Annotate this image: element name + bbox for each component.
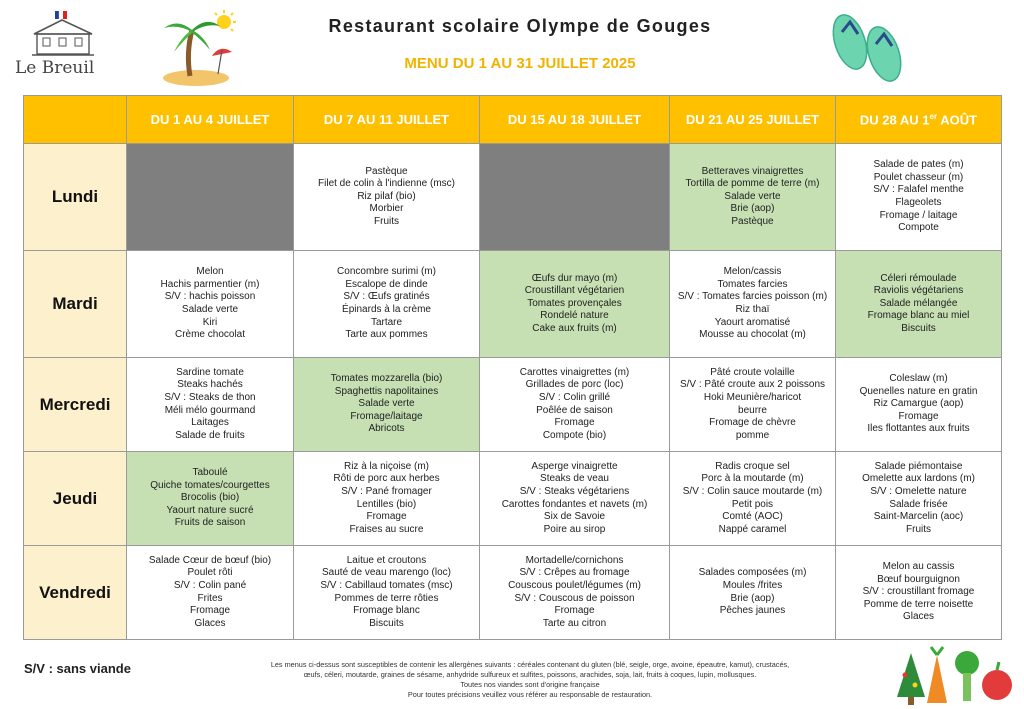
menu-item: Saint-Marcelin (aoc) [873, 511, 964, 523]
menu-item: Céleri rémoulade [880, 272, 957, 284]
menu-item: Brocolis (bio) [180, 492, 240, 504]
menu-item: Couscous poulet/légumes (m) [508, 579, 641, 591]
menu-item: Hoki Meunière/haricot [703, 391, 802, 403]
menu-cell [294, 546, 480, 640]
menu-item: Riz pilaf (bio) [357, 190, 416, 202]
menu-item: Riz à la niçoise (m) [343, 460, 430, 472]
menu-item: S/V : hachis poisson [164, 291, 256, 303]
menu-item: Melon [196, 266, 224, 278]
menu-item: Compote (bio) [542, 429, 607, 441]
day-row [24, 144, 1002, 251]
menu-item: Brie (aop) [730, 592, 775, 604]
menu-item: Bœuf bourguignon [877, 573, 960, 585]
menu-item: S/V : Steaks végétariens [519, 485, 630, 497]
menu-item: Fruits [906, 523, 931, 535]
menu-item: Mousse au chocolat (m) [699, 329, 806, 341]
week-header: DU 15 AU 18 JUILLET [480, 96, 670, 144]
menu-item: Salade de fruits [175, 429, 245, 441]
menu-item: Pomme de terre noisette [863, 598, 974, 610]
menu-cell [294, 144, 480, 251]
menu-item: Salade verte [724, 190, 781, 202]
menu-item: S/V : Crêpes au fromage [519, 567, 630, 579]
menu-item: Hachis parmentier (m) [160, 278, 260, 290]
menu-cell [294, 251, 480, 358]
menu-item: Méli mélo gourmand [164, 404, 256, 416]
menu-cell [294, 452, 480, 546]
menu-item: Mortadelle/cornichons [525, 554, 624, 566]
sv-legend: S/V : sans viande [24, 661, 131, 676]
menu-cell [670, 251, 836, 358]
menu-item: Escalope de dinde [345, 278, 428, 290]
menu-item: S/V : Colin pané [173, 579, 247, 591]
menu-item: Sardine tomate [176, 366, 244, 378]
menu-item: Rôti de porc aux herbes [333, 473, 440, 485]
menu-item: Fromage [189, 605, 230, 617]
menu-item: Nappé caramel [718, 523, 787, 535]
menu-cell [670, 144, 836, 251]
menu-item: Salade de pates (m) [873, 159, 964, 171]
vegetables-icon [893, 645, 1018, 707]
menu-item: Œufs dur mayo (m) [531, 272, 618, 284]
menu-cell [480, 546, 670, 640]
day-label: Mardi [24, 251, 127, 358]
menu-item: Steaks hachés [177, 379, 243, 391]
menu-item: Moules /frites [722, 579, 783, 591]
menu-item: Poêlée de saison [536, 404, 613, 416]
day-row [24, 358, 1002, 452]
note-line: Les menus ci-dessus sont susceptibles de contenir les allergènes suivants : céréales contenant du gluten (blé, seigle, orge, avoine, épeautre, kamut), crustacés, [270, 660, 790, 669]
week-header: DU 21 AU 25 JUILLET [670, 96, 836, 144]
week-header: DU 7 AU 11 JUILLET [294, 96, 480, 144]
note-line: Pour toutes précisions veuillez vous référer au responsable de restauration. [407, 690, 653, 699]
menu-item: Salades composées (m) [698, 567, 807, 579]
menu-item: Melon au cassis [882, 561, 955, 573]
menu-item: Fromage/laitage [350, 410, 423, 422]
menu-item: Pommes de terre rôties [334, 592, 439, 604]
menu-item: Fromage [898, 410, 939, 422]
note-line: œufs, céleri, moutarde, graines de sésame, anhydride sulfureux et sulfites, poissons, arachides, soja, lait, fruits à coques, lupin, mollusques. [303, 670, 757, 679]
menu-item: Rondelé nature [540, 310, 609, 322]
menu-item: Melon/cassis [723, 266, 782, 278]
menu-item: Tortilla de pomme de terre (m) [685, 178, 820, 190]
menu-item: S/V : Steaks de thon [164, 391, 256, 403]
menu-item: Spaghettis napolitaines [334, 385, 439, 397]
menu-item: Tarte aux pommes [345, 329, 428, 341]
menu-item: S/V : Pâté croute aux 2 poissons [679, 379, 826, 391]
menu-item: Carottes vinaigrettes (m) [519, 366, 630, 378]
day-label: Mercredi [24, 358, 127, 452]
menu-item: Tartare [370, 316, 403, 328]
menu-item: Tarte au citron [542, 617, 607, 629]
menu-item: S/V : Colin sauce moutarde (m) [682, 485, 823, 497]
menu-item: Yaourt nature sucré [166, 504, 254, 516]
menu-item: Riz Camargue (aop) [873, 398, 964, 410]
menu-item: Fromage / laitage [879, 209, 958, 221]
note-line: Toutes nos viandes sont d'origine française [460, 680, 600, 689]
menu-item: Croustillant végétarien [524, 285, 625, 297]
menu-cell [836, 452, 1002, 546]
menu-item: Comté (AOC) [722, 511, 783, 523]
menu-item: Salade frisée [889, 498, 948, 510]
menu-item: Fromage [554, 605, 595, 617]
menu-item: Riz thaï [735, 304, 770, 315]
menu-item: Brie (aop) [730, 203, 775, 215]
week-header-row [24, 96, 1002, 144]
menu-cell [836, 144, 1002, 251]
menu-item: Fromage blanc [353, 605, 420, 617]
menu-item: Fruits de saison [174, 517, 246, 529]
week-header: DU 28 AU 1er AOÛT [836, 96, 1002, 144]
menu-item: Laitages [191, 417, 229, 429]
flip-flops-icon [826, 8, 908, 88]
menu-item: Salade Cœur de bœuf (bio) [148, 554, 272, 566]
menu-item: Laitue et croutons [346, 554, 427, 566]
page-title: Restaurant scolaire Olympe de Gouges [328, 16, 712, 36]
menu-item: Poulet chasseur (m) [873, 171, 964, 183]
menu-cell [480, 452, 670, 546]
menu-cell [670, 546, 836, 640]
menu-table [23, 95, 1002, 640]
menu-item: Tomates provençales [527, 297, 622, 309]
menu-item: Taboulé [192, 467, 228, 479]
menu-item: Frites [197, 592, 223, 604]
menu-item: Tomates farcies [717, 278, 788, 290]
menu-cell [480, 251, 670, 358]
menu-item: Pêches jaunes [719, 605, 786, 617]
menu-item: Kiri [202, 316, 218, 328]
menu-item: S/V : Pané fromager [341, 485, 432, 497]
menu-item: Petit pois [731, 498, 774, 510]
menu-item: Pâté croute volaille [710, 366, 795, 378]
menu-item: Biscuits [901, 322, 936, 334]
menu-item: Radis croque sel [715, 460, 790, 472]
menu-cell [670, 452, 836, 546]
menu-item: Sauté de veau marengo (loc) [322, 567, 451, 579]
menu-item: Coleslaw (m) [889, 373, 948, 385]
menu-item: Iles flottantes aux fruits [867, 423, 970, 435]
menu-item: Fraises au sucre [349, 523, 424, 535]
menu-item: Six de Savoie [543, 511, 606, 523]
logo-text: Le Breuil [15, 58, 95, 78]
closed-cell [127, 144, 294, 251]
menu-item: S/V : Couscous de poisson [514, 592, 635, 604]
menu-item: S/V : Cabillaud tomates (msc) [320, 579, 453, 591]
menu-item: Quiche tomates/courgettes [150, 479, 270, 491]
day-row [24, 251, 1002, 358]
menu-item: Yaourt aromatisé [714, 316, 791, 328]
menu-item: Compote [898, 222, 939, 234]
day-label: Jeudi [24, 452, 127, 546]
menu-item: Steaks de veau [540, 473, 609, 485]
menu-item: S/V : Œufs gratinés [343, 291, 430, 303]
menu-cell [294, 358, 480, 452]
menu-item: Concombre surimi (m) [337, 266, 436, 278]
menu-item: S/V : Colin grillé [538, 391, 611, 403]
menu-item: Porc à la moutarde (m) [701, 473, 804, 485]
menu-cell [127, 251, 294, 358]
menu-item: Biscuits [369, 617, 404, 629]
menu-period: MENU DU 1 AU 31 JUILLET 2025 [404, 55, 636, 72]
menu-item: Cake aux fruits (m) [532, 322, 617, 334]
menu-item: Salade mélangée [879, 297, 958, 309]
menu-item: Morbier [369, 203, 404, 215]
day-row [24, 452, 1002, 546]
menu-item: Crème chocolat [174, 329, 246, 341]
menu-item: Glaces [902, 611, 935, 623]
menu-cell [836, 546, 1002, 640]
menu-item: Salade verte [181, 304, 239, 315]
menu-item: Épinards à la crème [342, 304, 431, 315]
menu-cell [480, 358, 670, 452]
menu-item: Tomates mozzarella (bio) [330, 373, 443, 385]
menu-item: beurre [738, 404, 767, 416]
menu-item: S/V : Omelette nature [870, 485, 967, 497]
menu-item: Salade piémontaise [874, 460, 963, 472]
menu-item: Pastèque [365, 165, 408, 177]
header-corner [24, 96, 127, 144]
menu-cell [127, 452, 294, 546]
menu-item: Flageolets [895, 197, 942, 208]
week-header: DU 1 AU 4 JUILLET [127, 96, 294, 144]
day-label: Vendredi [24, 546, 127, 640]
menu-item: Filet de colin à l'indienne (msc) [318, 178, 455, 190]
menu-item: Fromage [554, 417, 595, 429]
menu-item: Asperge vinaigrette [531, 460, 618, 472]
menu-item: Poire au sirop [543, 523, 606, 535]
menu-item: Fruits [374, 215, 399, 227]
menu-item: Poulet rôti [187, 567, 233, 579]
menu-item: Lentilles (bio) [356, 498, 417, 510]
menu-item: Fromage de chèvre [709, 417, 796, 429]
closed-cell [480, 144, 670, 251]
menu-item: Fromage blanc au miel [867, 310, 970, 322]
menu-item: Omelette aux lardons (m) [862, 473, 975, 485]
menu-cell [836, 358, 1002, 452]
menu-item: Betteraves vinaigrettes [701, 165, 804, 177]
menu-item: Carottes fondantes et navets (m) [501, 498, 648, 510]
menu-cell [836, 251, 1002, 358]
menu-item: Salade verte [358, 398, 415, 410]
menu-item: Pastèque [731, 215, 774, 227]
menu-item: S/V : Tomates farcies poisson (m) [677, 291, 828, 303]
menu-item: Glaces [194, 617, 226, 629]
menu-item: Abricots [368, 423, 405, 435]
menu-item: Fromage [366, 511, 407, 523]
menu-item: S/V : croustillant fromage [862, 586, 975, 598]
menu-item: pomme [735, 429, 770, 441]
menu-item: Raviolis végétariens [873, 285, 964, 297]
menu-cell [127, 358, 294, 452]
menu-item: S/V : Falafel menthe [873, 184, 964, 196]
palm-tree-icon [160, 8, 240, 86]
day-label: Lundi [24, 144, 127, 251]
day-row [24, 546, 1002, 640]
menu-item: Grillades de porc (loc) [525, 379, 624, 391]
menu-item: Quenelles nature en gratin [859, 385, 978, 397]
menu-cell [670, 358, 836, 452]
allergen-notes [170, 660, 890, 700]
menu-cell [127, 546, 294, 640]
